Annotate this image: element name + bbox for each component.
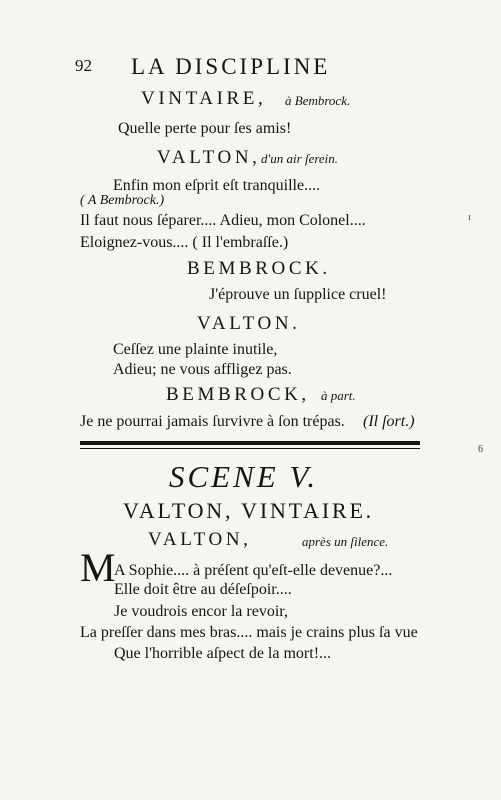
verse-line: A Sophie.... à préſent qu'eſt-elle devenue?... xyxy=(114,562,393,579)
verse-line: J'éprouve un ſupplice cruel! xyxy=(209,286,387,303)
verse-line: Je voudrois encor la revoir, xyxy=(114,603,288,620)
running-head: LA DISCIPLINE xyxy=(131,54,331,79)
verse-line: Quelle perte pour ſes amis! xyxy=(118,120,292,137)
verse-line: Ceſſez une plainte inutile, xyxy=(113,341,278,358)
verse-line: Eloignez-vous.... ( Il l'embraſſe.) xyxy=(80,234,289,251)
verse-line: Je ne pourrai jamais ſurvivre à ſon trépas. xyxy=(80,413,345,430)
speaker-bembrock: BEMBROCK, xyxy=(166,384,310,405)
verse-line: Elle doit être au déſeſpoir.... xyxy=(114,581,292,598)
speaker-valton: VALTON, xyxy=(157,147,261,168)
verse-line: Enfin mon eſprit eſt tranquille.... xyxy=(113,177,321,194)
speaker-bembrock: BEMBROCK. xyxy=(187,258,331,279)
margin-mark: 6 xyxy=(478,444,483,455)
drop-cap: M xyxy=(80,545,116,590)
verse-line: La preſſer dans mes bras.... mais je crains plus ſa vue xyxy=(80,624,418,641)
section-rule-thick xyxy=(80,441,420,445)
speaker-valton: VALTON. xyxy=(197,313,301,334)
stage-direction: à part. xyxy=(321,388,356,403)
stage-direction: à Bembrock. xyxy=(285,93,351,108)
stage-direction: d'un air ſerein. xyxy=(261,151,339,166)
verse-line: Adieu; ne vous affligez pas. xyxy=(113,361,292,378)
scene-title: SCENE V. xyxy=(169,459,319,494)
stage-direction: (Il ſort.) xyxy=(363,413,415,430)
stage-direction: ( A Bembrock.) xyxy=(80,193,165,208)
verse-line: Il faut nous ſéparer.... Adieu, mon Colonel.... xyxy=(80,212,366,229)
speaker-vintaire: VINTAIRE, xyxy=(141,88,267,109)
margin-mark: ı xyxy=(468,212,471,223)
speaker-valton: VALTON, xyxy=(148,529,252,550)
page-number: 92 xyxy=(75,56,92,75)
scene-characters: VALTON, VINTAIRE. xyxy=(123,498,374,523)
verse-line: Que l'horrible aſpect de la mort!... xyxy=(114,645,332,662)
section-rule-thin xyxy=(80,448,420,449)
stage-direction: après un ſilence. xyxy=(302,534,389,549)
